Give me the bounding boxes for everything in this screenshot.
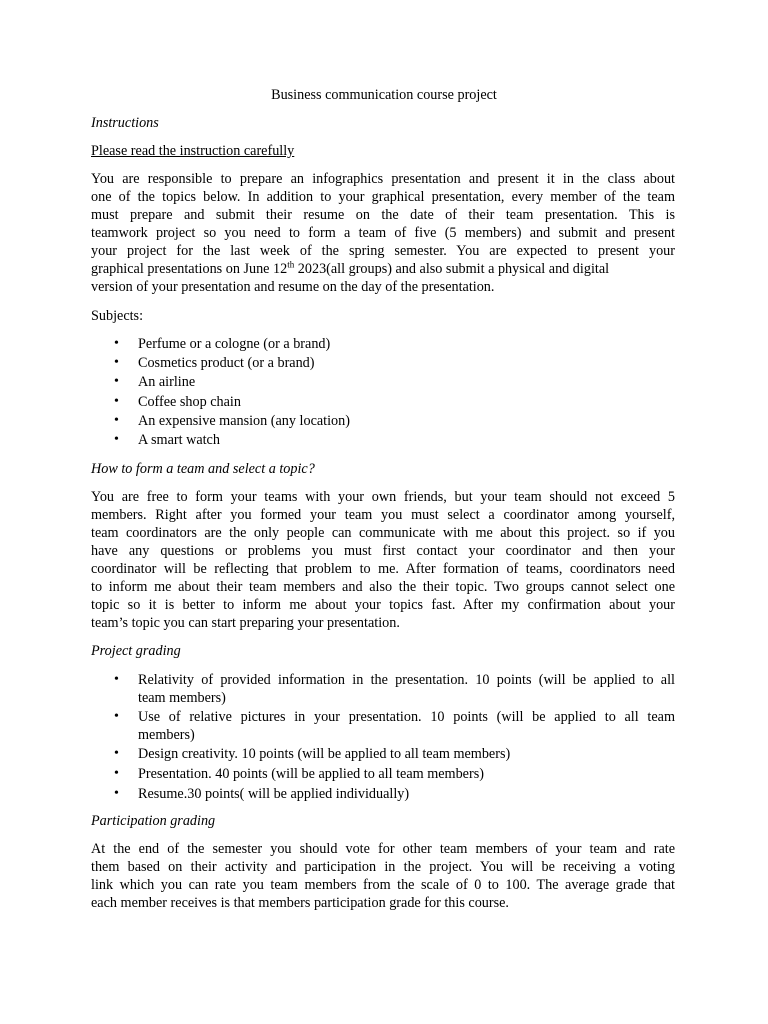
team-line: coordinator will be reflecting that problem to me. After formation of teams, coordinators need [91,561,675,577]
team-line: topic so it is better to inform me about your topics fast. After my confirmation about your [91,597,675,613]
list-item: Use of relative pictures in your presentation. 10 points (will be applied to all team [138,709,675,725]
team-line: have any questions or problems you must first contact your coordinator and then your [91,543,675,559]
bullet-icon: • [114,786,119,801]
bullet-icon: • [114,394,119,409]
bullet-icon: • [114,374,119,389]
intro-line: must prepare and submit their resume on the date of their team presentation. This is [91,207,675,223]
bullet-icon: • [114,746,119,761]
team-line: team’s topic you can start preparing your presentation. [91,615,400,631]
participation-line: them based on their activity and participation in the project. You will be receiving a voting [91,859,675,875]
read-notice [91,142,675,160]
team-line: to inform me about their team members and also the their topic. Two groups cannot select one [91,579,675,595]
participation-line: link which you can rate you team members from the scale of 0 to 100. The average grade that [91,877,675,893]
bullet-icon: • [114,413,119,428]
list-item-continuation: members) [138,727,195,743]
intro-line: your project for the last week of the spring semester. You are expected to present your [91,243,675,259]
participation-line: each member receives is that members participation grade for this course. [91,895,509,911]
team-line: members. Right after you formed your team you must select a coordinator among yourself, [91,507,675,523]
intro-date-text: graphical presentations on June 12 [91,261,288,277]
bullet-icon: • [114,432,119,447]
participation-line: At the end of the semester you should vote for other team members of your team and rate [91,841,675,857]
list-item: A smart watch [138,432,220,448]
list-item: Cosmetics product (or a brand) [138,355,315,371]
intro-date-superscript: th [287,259,295,270]
list-item-continuation: team members) [138,690,226,706]
read-notice-text: Please read the instruction carefully [91,143,295,159]
list-item: An expensive mansion (any location) [138,413,350,429]
team-heading: How to form a team and select a topic? [91,461,315,477]
intro-line [91,260,675,278]
intro-line: one of the topics below. In addition to your graphical presentation, every member of the team [91,189,675,205]
grading-heading: Project grading [91,643,181,659]
bullet-icon: • [114,766,119,781]
intro-date-rest: 2023(all groups) and also submit a physical and digital [294,261,610,277]
intro-line: version of your presentation and resume on the day of the presentation. [91,279,495,295]
bullet-icon: • [114,709,119,724]
list-item: An airline [138,374,196,390]
team-line: team coordinators are the only people can communicate with me about this project. so if you [91,525,675,541]
bullet-icon: • [114,672,119,687]
list-item: Resume.30 points( will be applied individually) [138,786,410,802]
intro-line: You are responsible to prepare an infographics presentation and present it in the class about [91,171,675,187]
list-item: Design creativity. 10 points (will be applied to all team members) [138,746,511,762]
participation-heading: Participation grading [91,813,216,829]
team-line: You are free to form your teams with your own friends, but your team should not exceed 5 [91,489,675,505]
bullet-icon: • [114,355,119,370]
instructions-heading: Instructions [91,115,159,131]
list-item: Coffee shop chain [138,394,241,410]
list-item: Presentation. 40 points (will be applied to all team members) [138,766,484,782]
list-item: Relativity of provided information in the presentation. 10 points (will be applied to all [138,672,675,688]
intro-line: teamwork project so you need to form a team of five (5 members) and submit and present [91,225,675,241]
subjects-label: Subjects: [91,308,144,324]
bullet-icon: • [114,336,119,351]
document-title: Business communication course project [271,87,497,103]
list-item: Perfume or a cologne (or a brand) [138,336,331,352]
